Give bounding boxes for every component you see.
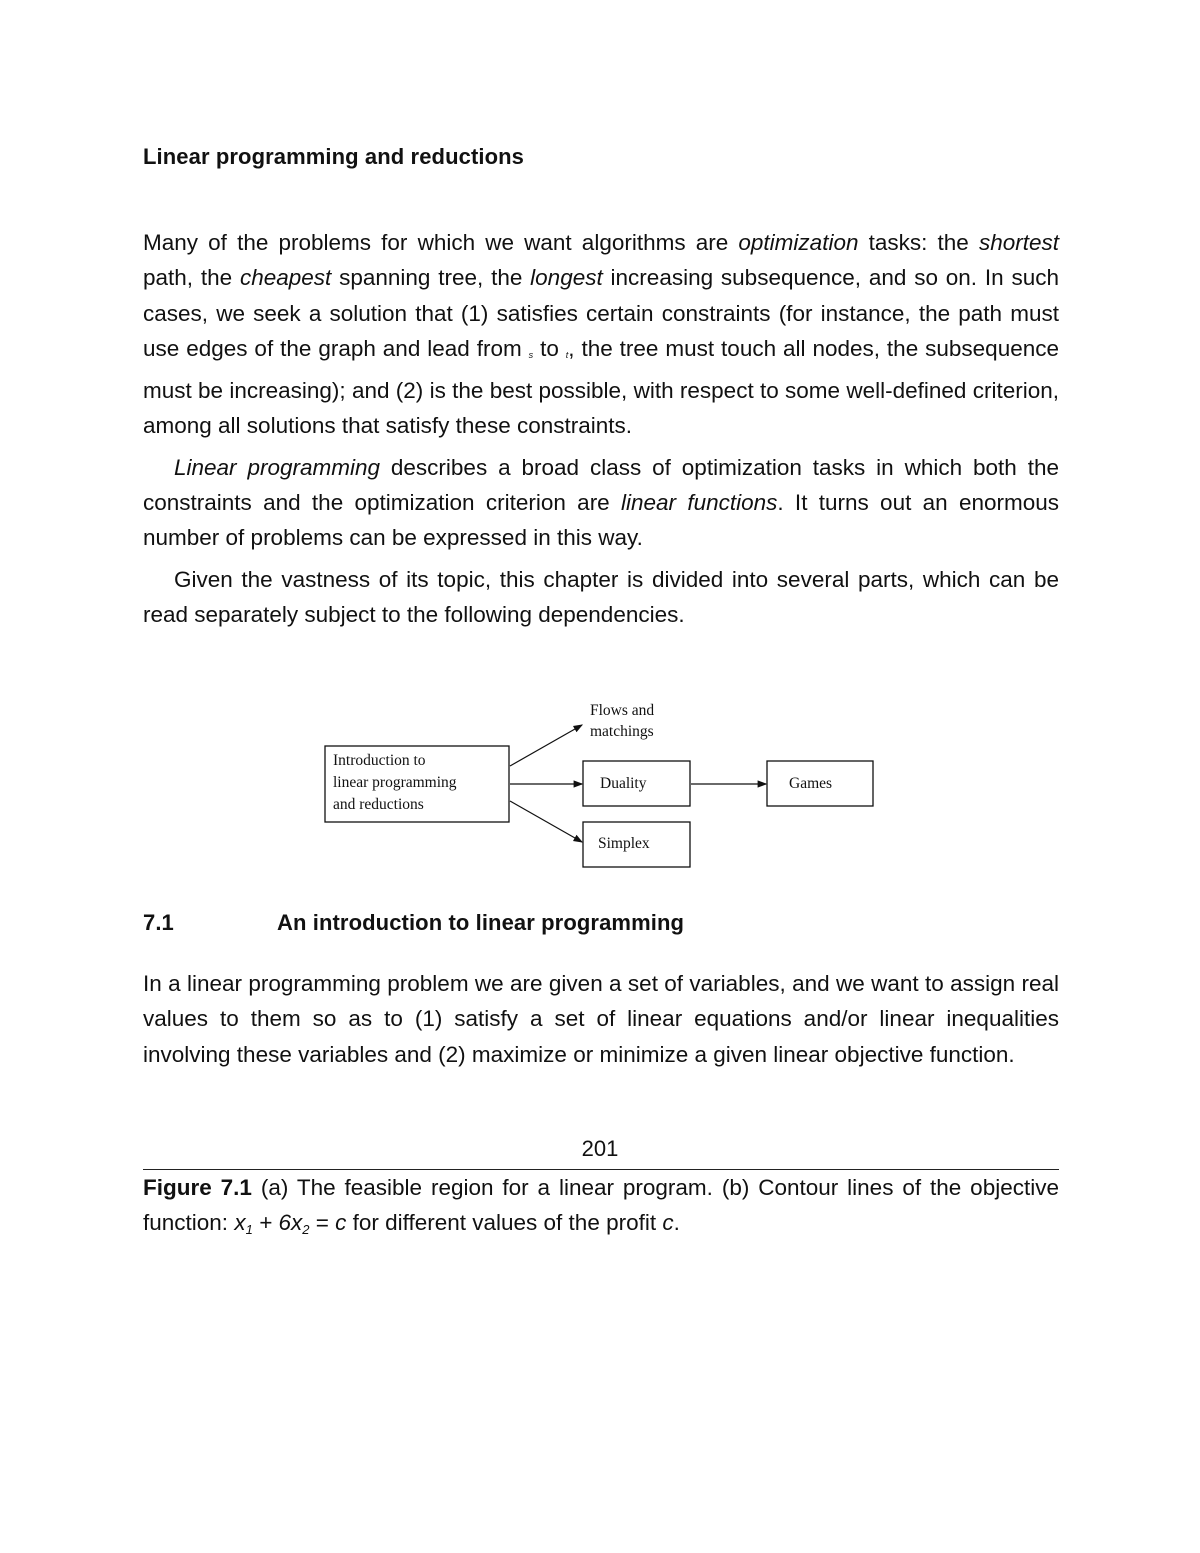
dependency-diagram — [320, 695, 880, 875]
caption-text: Figure 7.1 (a) The feasible region for a linear program. (b) Contour lines of the objective function: $x_1 + 6x_2 = c$ for different values of the profit c. — [143, 1175, 1059, 1238]
intro-box-line-1: Introduction to — [333, 752, 426, 769]
intro-paragraph-3: Given the vastness of its topic, this chapter is divided into several parts, which can be read separately subject to the following dependencies. — [143, 566, 1059, 627]
intro-box-line-2: linear programming — [333, 774, 457, 791]
flows-label-line-2: matchings — [590, 723, 654, 740]
section-heading — [143, 910, 1059, 940]
intro-paragraph-2: Linear programming describes a broad class of optimization tasks in which both the constraints and the optimization criterion are linear functions. It turns out an enormous number of problems can be expressed in this way. — [143, 454, 1059, 551]
simplex-label: Simplex — [598, 835, 650, 852]
section-paragraph: In a linear programming problem we are given a set of variables, and we want to assign real values to them so as to (1) satisfy a set of linear equations and/or linear inequalities involving these variables and (2) maximize or minimize a given linear objective function. — [143, 971, 1059, 1067]
figure-caption — [143, 1170, 1059, 1241]
duality-label: Duality — [600, 775, 647, 792]
flows-label-line-1: Flows and — [590, 702, 655, 719]
games-label: Games — [789, 775, 833, 792]
section-body — [143, 966, 1059, 1072]
arrow-to-simplex — [510, 801, 582, 842]
page-number: 201 — [581, 1136, 619, 1161]
chapter-heading: Linear programming and reductions — [143, 144, 525, 169]
intro-paragraph-1: Many of the problems for which we want algorithms are optimization tasks: the shortest path, the cheapest spanning tree, the longest increasing subsequence, and so on. In such cases, we seek a solution that (1) satisfies certain constraints (for instance, the path must use edges of the graph and lead from s to t, the tree must touch all nodes, the subsequence must be increasing); and (2) is the best possible, with respect to some well-defined criterion, among all solutions that satisfy these constraints. — [143, 230, 1059, 439]
section-number: 7.1 — [143, 910, 174, 935]
arrow-to-flows — [510, 725, 582, 766]
intro-text — [143, 225, 1059, 632]
section-title: An introduction to linear programming — [277, 910, 685, 935]
intro-box-line-3: and reductions — [333, 796, 424, 813]
